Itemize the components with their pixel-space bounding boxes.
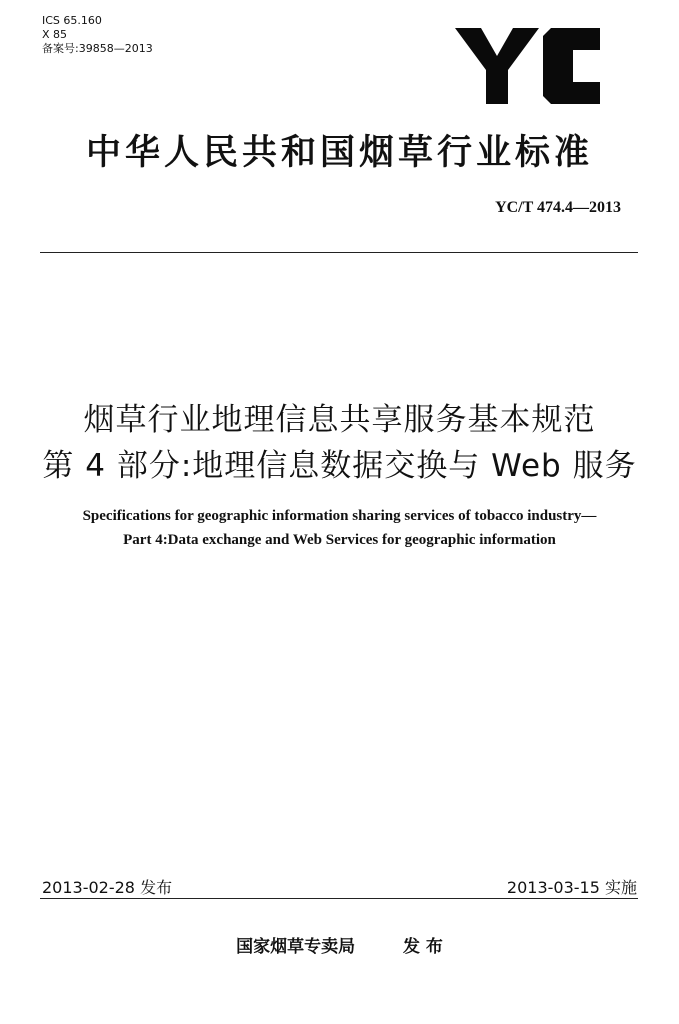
- ics-code: ICS 65.160: [42, 14, 102, 27]
- title-cn-line2: 第 4 部分:地理信息数据交换与 Web 服务: [42, 448, 637, 484]
- title-cn-line1: 烟草行业地理信息共享服务基本规范: [83, 402, 596, 438]
- standard-number: YC/T 474.4—2013: [495, 199, 621, 216]
- classification-code: X 85: [42, 28, 68, 41]
- record-number: 备案号:39858—2013: [42, 42, 153, 55]
- issue-date: 2013-02-28 发布: [42, 878, 173, 897]
- title-en-line1: Specifications for geographic information sharing services of tobacco industry—: [82, 508, 597, 524]
- document-metadata: [42, 14, 153, 56]
- top-divider: [40, 252, 638, 253]
- title-en-line2: Part 4:Data exchange and Web Services for geographic information: [123, 532, 556, 548]
- yc-logo: [455, 28, 600, 104]
- issuer: [0, 932, 679, 957]
- bottom-divider: [40, 898, 638, 899]
- organization-title: 中华人民共和国烟草行业标准: [85, 133, 593, 173]
- issuer-name: 国家烟草专卖局: [236, 937, 356, 957]
- issuer-action: 发 布: [402, 937, 443, 957]
- implement-date: 2013-03-15 实施: [506, 878, 637, 897]
